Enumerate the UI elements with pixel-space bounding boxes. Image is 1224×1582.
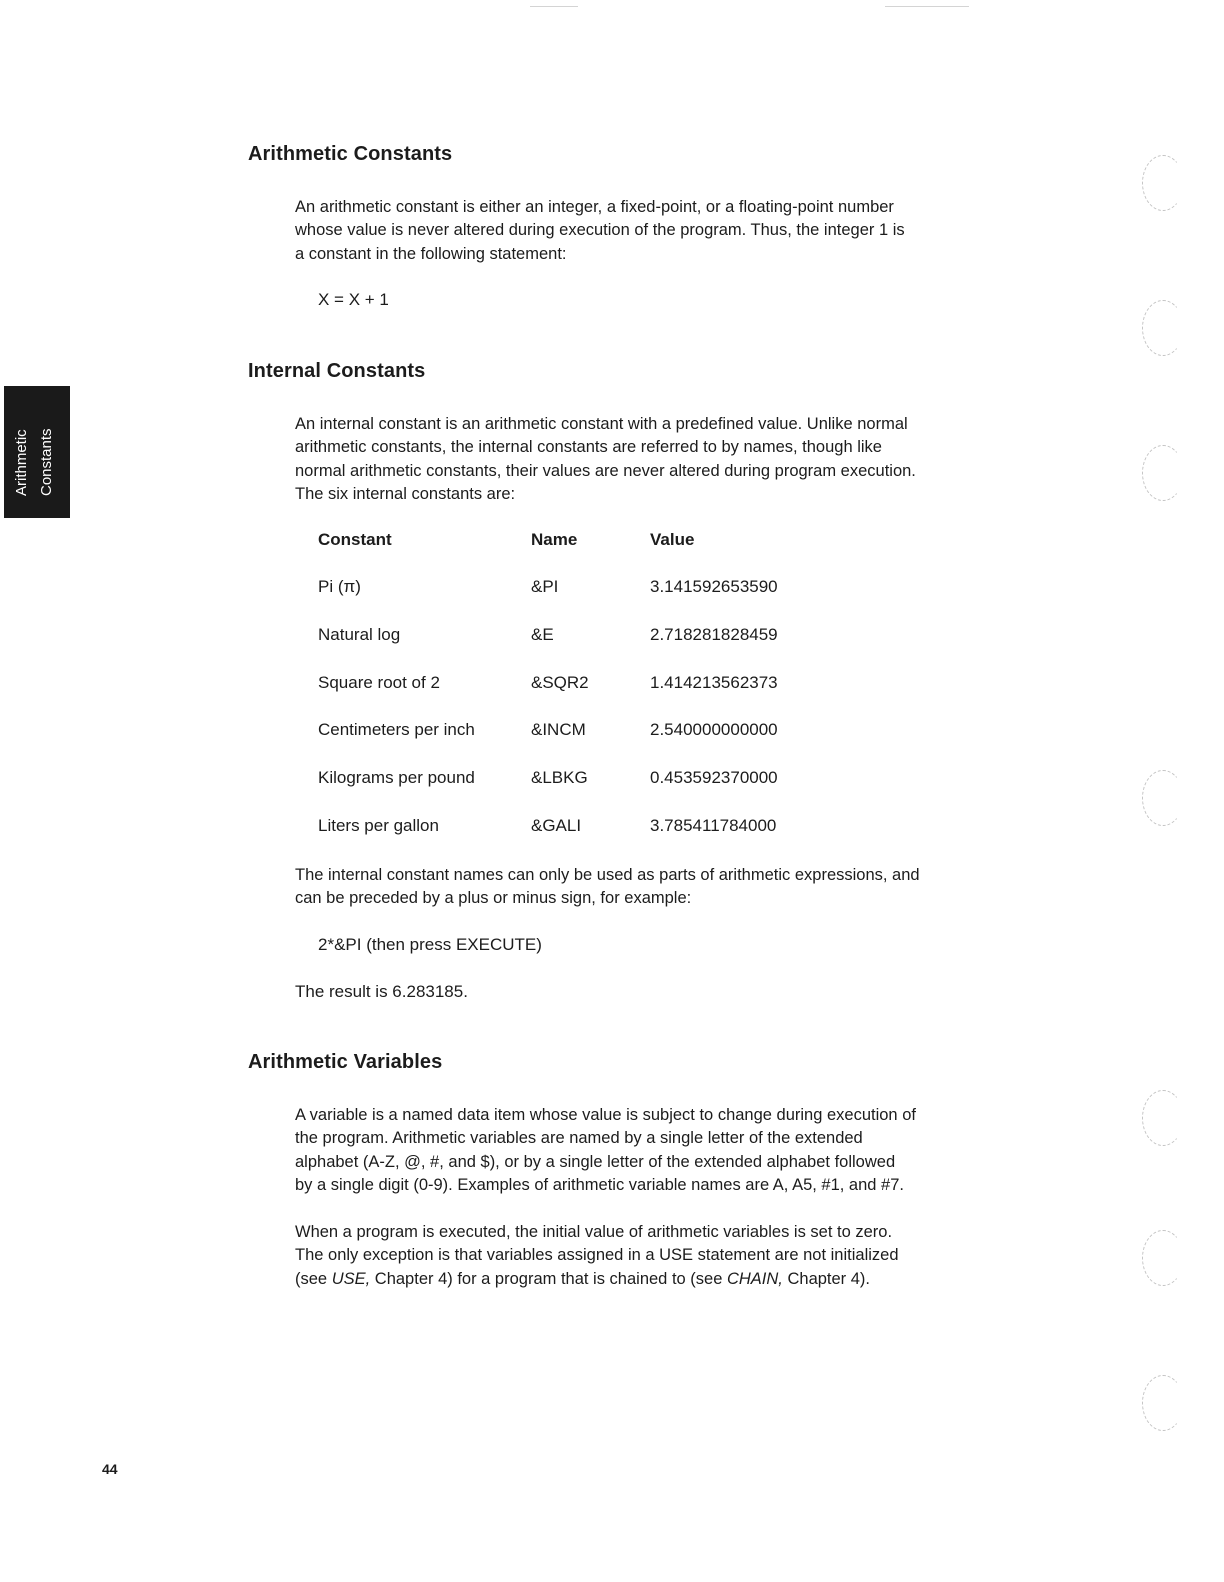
chapter-side-tab: [4, 386, 70, 518]
table-cell-constant: Natural log: [318, 625, 401, 644]
internal-constants-paragraph: [295, 413, 985, 506]
punch-hole-shadow: [1142, 300, 1184, 356]
table-cell-name: &E: [531, 625, 554, 644]
italic-reference-chain: CHAIN,: [726, 1269, 783, 1288]
italic-reference-use: USE,: [331, 1269, 371, 1288]
paragraph-line: When a program is executed, the initial value of arithmetic variables is set to zero.: [295, 1223, 893, 1241]
side-tab-line-1: Arithmetic: [13, 429, 30, 496]
paragraph-line: arithmetic constants, the internal constants are referred to by names, though like: [295, 438, 882, 457]
table-cell-constant: Square root of 2: [318, 673, 440, 692]
paragraph-line: The six internal constants are:: [295, 484, 516, 503]
table-cell-name: &SQR2: [531, 673, 589, 692]
punch-hole-shadow: [1142, 770, 1184, 826]
table-cell-value: 2.718281828459: [650, 625, 778, 644]
table-cell-value: 3.141592653590: [650, 577, 778, 596]
text-run: (see: [295, 1269, 332, 1288]
after-table-paragraph: [295, 864, 985, 911]
table-cell-value: 1.414213562373: [650, 673, 778, 692]
table-cell-value: 0.453592370000: [650, 768, 778, 787]
example-result: The result is 6.283185.: [295, 982, 468, 1001]
table-cell-constant: Centimeters per inch: [318, 720, 475, 739]
table-cell-constant: Liters per gallon: [318, 816, 439, 835]
paragraph-line: can be preceded by a plus or minus sign, for example:: [295, 889, 692, 908]
punch-hole-shadow: [1142, 155, 1184, 211]
punch-hole-shadow: [1142, 445, 1184, 501]
text-run: Chapter 4).: [782, 1269, 871, 1288]
heading-arithmetic-constants: Arithmetic Constants: [248, 143, 453, 165]
table-cell-name: &GALI: [531, 816, 582, 835]
paragraph-line: An arithmetic constant is either an integer, a fixed-point, or a floating-point number: [295, 198, 894, 216]
punch-hole-shadow: [1142, 1230, 1184, 1286]
paragraph-line: a constant in the following statement:: [295, 244, 567, 263]
text-run: Chapter 4) for a program that is chained to (see: [370, 1269, 727, 1288]
paragraph-line: normal arithmetic constants, their values are never altered during program execution.: [295, 461, 916, 480]
paragraph-line: alphabet (A-Z, @, #, and $), or by a single letter of the extended alphabet followed: [295, 1152, 896, 1171]
side-tab-line-2: Constants: [38, 428, 55, 496]
example-statement: X = X + 1: [318, 290, 389, 309]
punch-hole-shadow: [1142, 1090, 1184, 1146]
paragraph-line: An internal constant is an arithmetic constant with a predefined value. Unlike normal: [295, 415, 908, 433]
arithmetic-variables-paragraph-2: [295, 1221, 985, 1291]
heading-internal-constants: Internal Constants: [248, 360, 426, 382]
table-cell-name: &LBKG: [531, 768, 588, 787]
punch-hole-shadow: [1142, 1375, 1184, 1431]
table-cell-value: 3.785411784000: [650, 816, 777, 835]
table-cell-constant: Kilograms per pound: [318, 768, 475, 787]
paragraph-line: whose value is never altered during execution of the program. Thus, the integer 1 is: [295, 221, 905, 240]
table-cell-name: &PI: [531, 577, 559, 596]
arithmetic-variables-paragraph-1: [295, 1104, 985, 1197]
page-number: 44: [102, 1461, 118, 1477]
example-expression: 2*&PI (then press EXECUTE): [318, 935, 542, 954]
paragraph-line: The internal constant names can only be used as parts of arithmetic expressions, and: [295, 866, 920, 884]
paragraph-line: A variable is a named data item whose value is subject to change during execution of: [295, 1106, 916, 1124]
paragraph-line: by a single digit (0-9). Examples of arithmetic variable names are A, A5, #1, and #7.: [295, 1175, 904, 1194]
scan-artifact-line: [530, 6, 578, 7]
paragraph-line: The only exception is that variables assigned in a USE statement are not initialized: [295, 1246, 899, 1265]
table-header-name: Name: [531, 530, 578, 549]
table-cell-value: 2.540000000000: [650, 720, 778, 739]
table-cell-constant: Pi (π): [318, 577, 361, 596]
table-header-value: Value: [650, 530, 695, 549]
heading-arithmetic-variables: Arithmetic Variables: [248, 1051, 443, 1073]
table-header-constant: Constant: [318, 530, 392, 549]
paragraph-line: [295, 1268, 985, 1291]
scan-artifact-line: [885, 6, 969, 7]
table-cell-name: &INCM: [531, 720, 586, 739]
arithmetic-constants-paragraph: [295, 196, 985, 266]
paragraph-line: the program. Arithmetic variables are named by a single letter of the extended: [295, 1129, 863, 1148]
